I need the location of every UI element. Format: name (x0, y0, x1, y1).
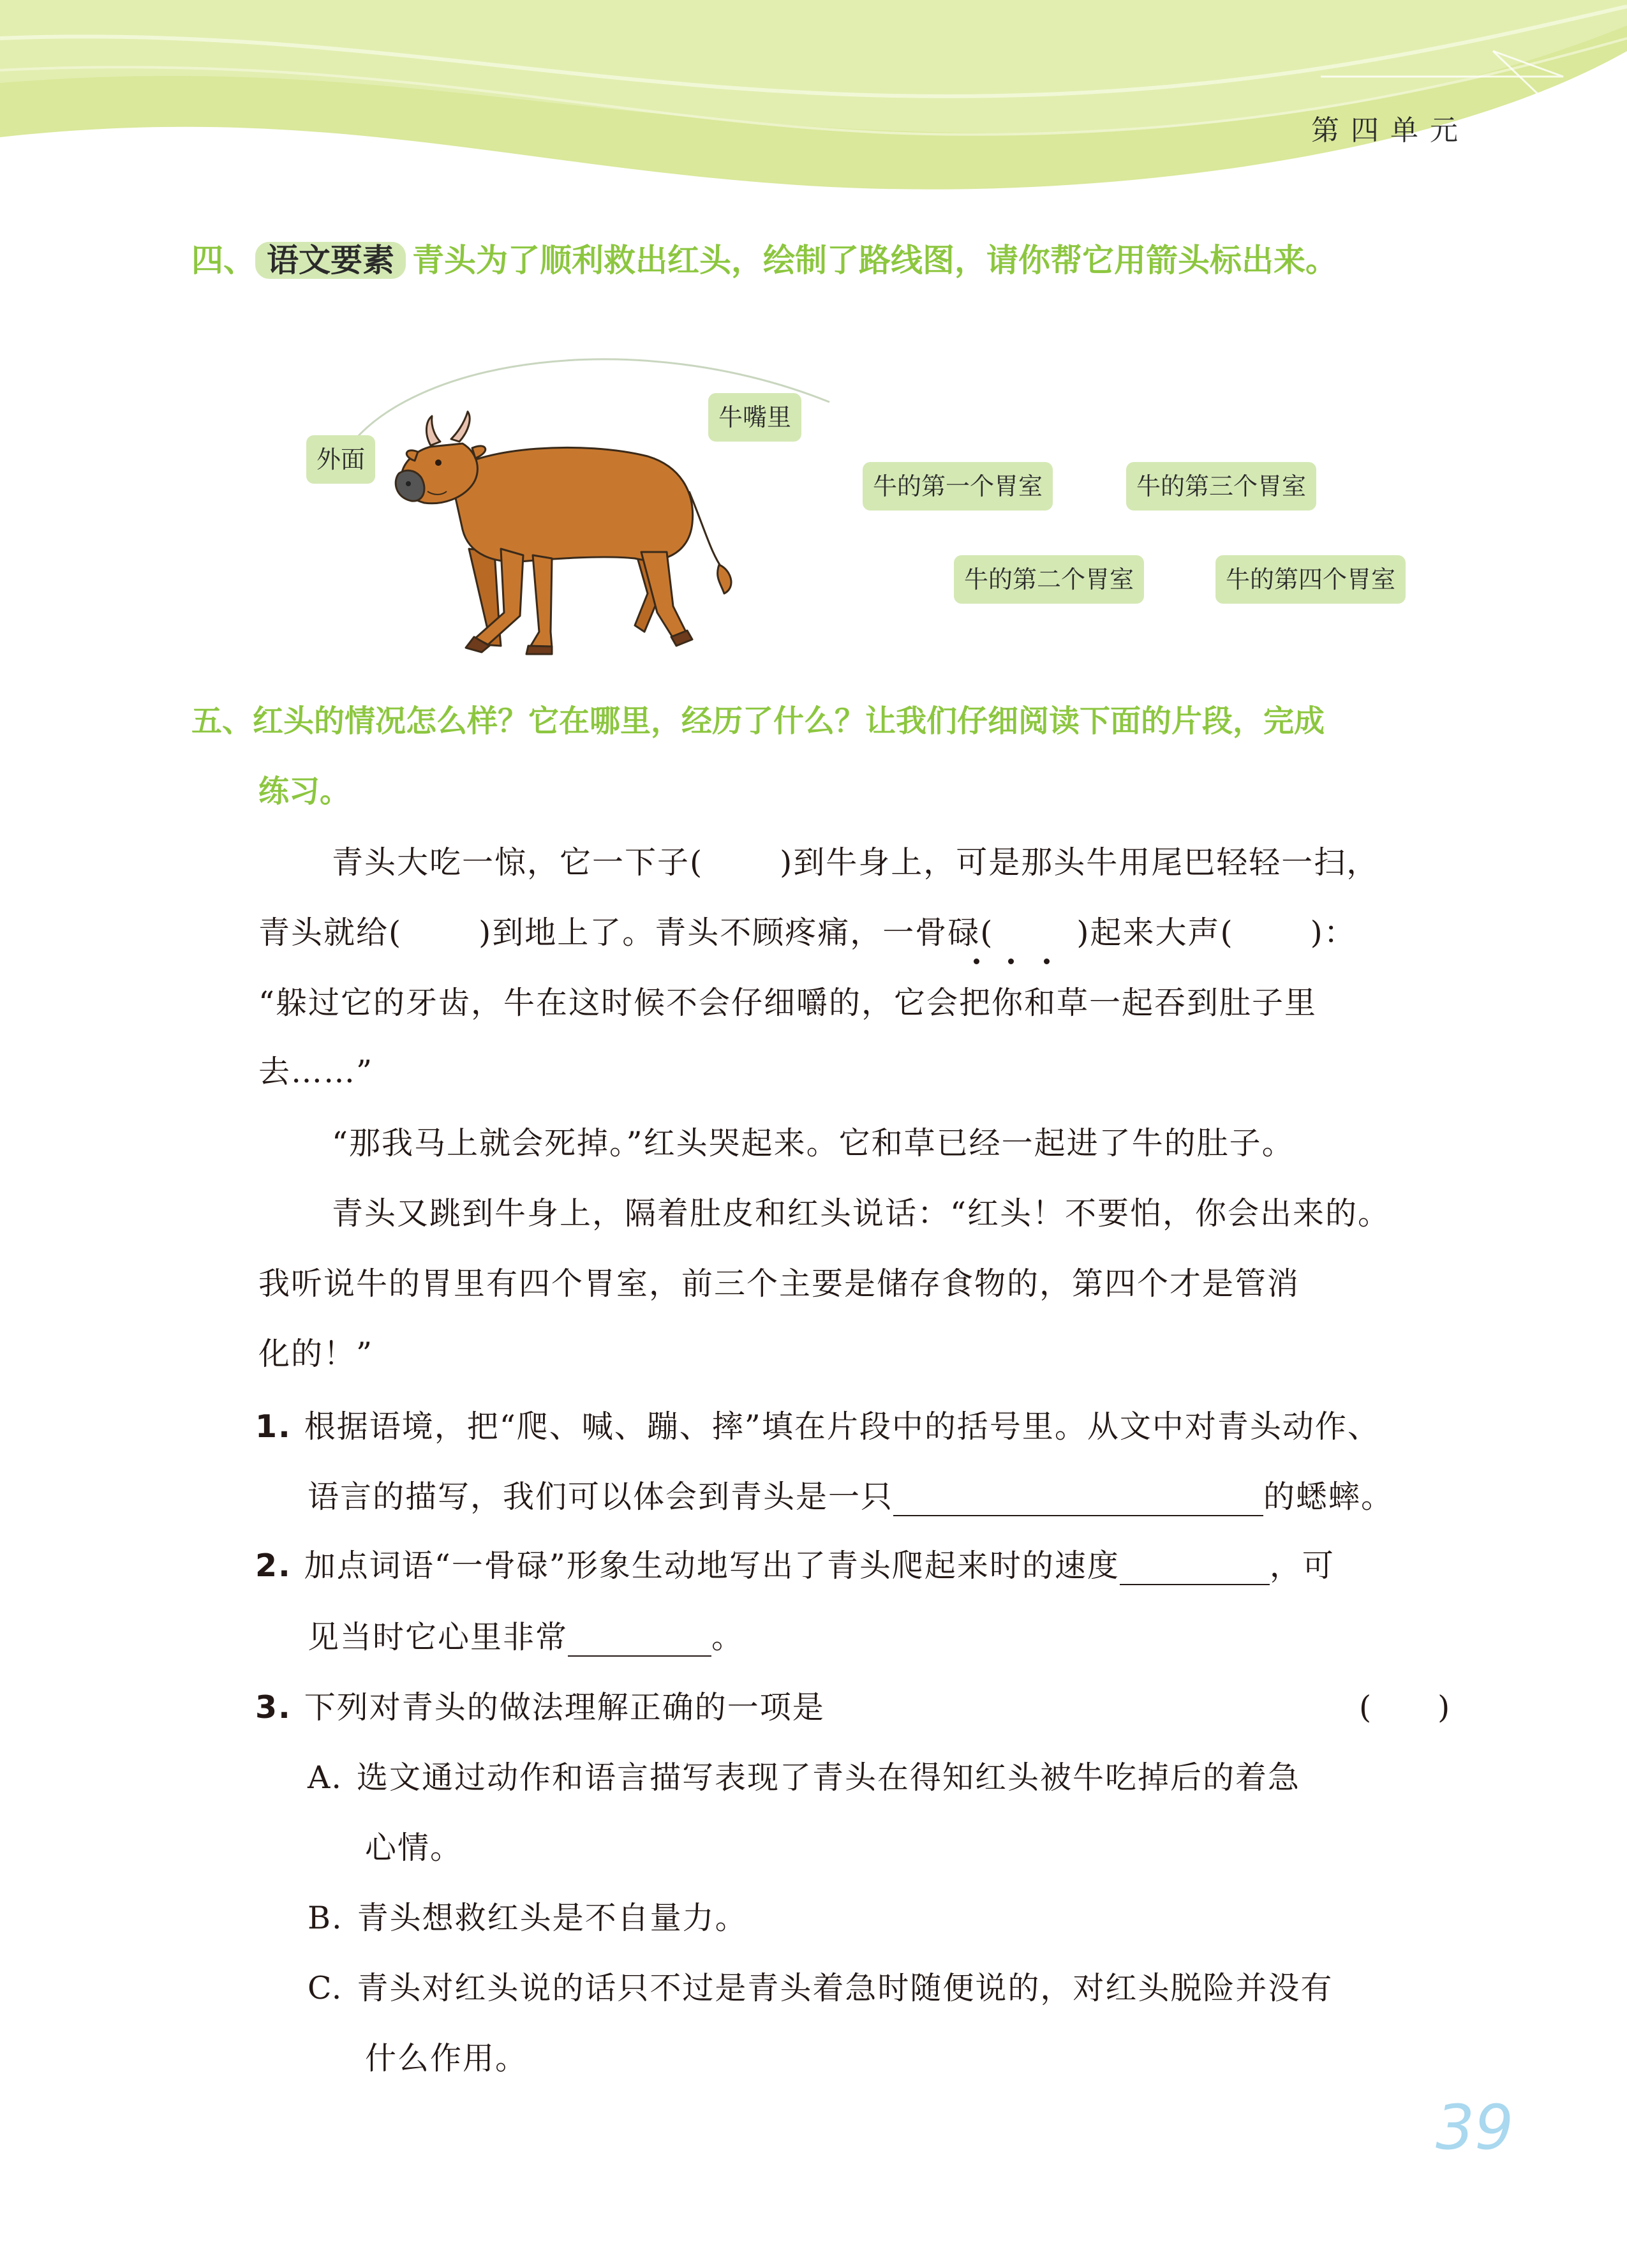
option-b-line-1[interactable]: B. 青头想救红头是不自量力。 (308, 1900, 748, 1936)
option-label: C. (308, 1970, 343, 2006)
passage-line-3: “躲过它的牙齿，牛在这时候不会仔细嚼的，它会把你和草一起吞到肚子里 (258, 985, 1318, 1021)
route-box-stomach-4[interactable]: 牛的第四个胃室 (1215, 555, 1406, 604)
question-3-line-1: 3. 下列对青头的做法理解正确的一项是 (255, 1689, 825, 1726)
route-box-outside[interactable]: 外面 (306, 435, 375, 484)
route-box-stomach-3[interactable]: 牛的第三个胃室 (1126, 462, 1316, 511)
answer-blank[interactable] (893, 1479, 1263, 1516)
question-1-line-1: 1. 根据语境，把“爬、喊、蹦、摔”填在片段中的括号里。从文中对青头动作、 (255, 1408, 1380, 1445)
question-number: 1. (255, 1408, 292, 1445)
route-box-mouth[interactable]: 牛嘴里 (708, 393, 801, 442)
route-box-stomach-2[interactable]: 牛的第二个胃室 (954, 555, 1144, 604)
passage-line-2: 青头就给( )到地上了。青头不顾疼痛，一骨碌( )起来大声( )： (258, 914, 1356, 951)
section4-heading (191, 237, 1337, 283)
option-c-line-2: 什么作用。 (365, 2040, 528, 2077)
emphasized-word: 一骨碌 (882, 914, 981, 951)
option-a-line-1[interactable]: A. 选文通过动作和语言描写表现了青头在得知红头被牛吃掉后的着急 (308, 1759, 1300, 1796)
page-number: 39 (1436, 2092, 1514, 2163)
passage-line-6: 青头又跳到牛身上，隔着肚皮和红头说话：“红头！不要怕，你会出来的。 (332, 1195, 1391, 1232)
question-number: 3. (255, 1689, 292, 1726)
passage-line-1: 青头大吃一惊，它一下子( )到牛身上，可是那头牛用尾巴轻轻一扫， (332, 844, 1379, 881)
section5-heading-line1: 五、红头的情况怎么样？它在哪里，经历了什么？让我们仔细阅读下面的片段，完成 (191, 703, 1325, 739)
passage-line-7: 我听说牛的胃里有四个胃室，前三个主要是储存食物的，第四个才是管消 (258, 1265, 1300, 1302)
option-label: A. (308, 1759, 343, 1796)
emphasis-dot (1008, 959, 1014, 964)
question-2-line-1: 2. 加点词语“一骨碌”形象生动地写出了青头爬起来时的速度 ，可 (255, 1548, 1335, 1584)
passage-line-4: 去……” (258, 1054, 374, 1090)
passage-line-8: 化的！” (258, 1336, 374, 1372)
question-3-answer-paren[interactable]: ( ) (1359, 1689, 1452, 1726)
ox-illustration (392, 402, 756, 657)
answer-blank[interactable] (1120, 1548, 1270, 1585)
option-label: B. (308, 1900, 343, 1936)
section4-prefix: 四、 (191, 242, 255, 279)
option-a-line-2: 心情。 (365, 1830, 463, 1866)
passage-line-5: “那我马上就会死掉。”红头哭起来。它和草已经一起进了牛的肚子。 (332, 1125, 1295, 1161)
emphasis-dot (974, 959, 979, 964)
option-c-line-1[interactable]: C. 青头对红头说的话只不过是青头着急时随便说的，对红头脱险并没有 (308, 1970, 1334, 2006)
question-2-line-2: 见当时它心里非常 。 (308, 1619, 745, 1655)
question-1-line-2: 语言的描写，我们可以体会到青头是一只 的蟋蟀。 (308, 1479, 1394, 1515)
question-number: 2. (255, 1548, 292, 1584)
header-wave-banner (0, 0, 1627, 204)
section5-heading-line2: 练习。 (258, 773, 351, 809)
section4-tag: 语文要素 (255, 242, 406, 279)
route-box-stomach-1[interactable]: 牛的第一个胃室 (863, 462, 1053, 511)
answer-blank[interactable] (568, 1620, 711, 1657)
section4-instruction: 青头为了顺利救出红头，绘制了路线图，请你帮它用箭头标出来。 (412, 242, 1337, 279)
emphasis-dot (1044, 959, 1050, 964)
unit-label: 第 四 单 元 (1311, 114, 1459, 147)
